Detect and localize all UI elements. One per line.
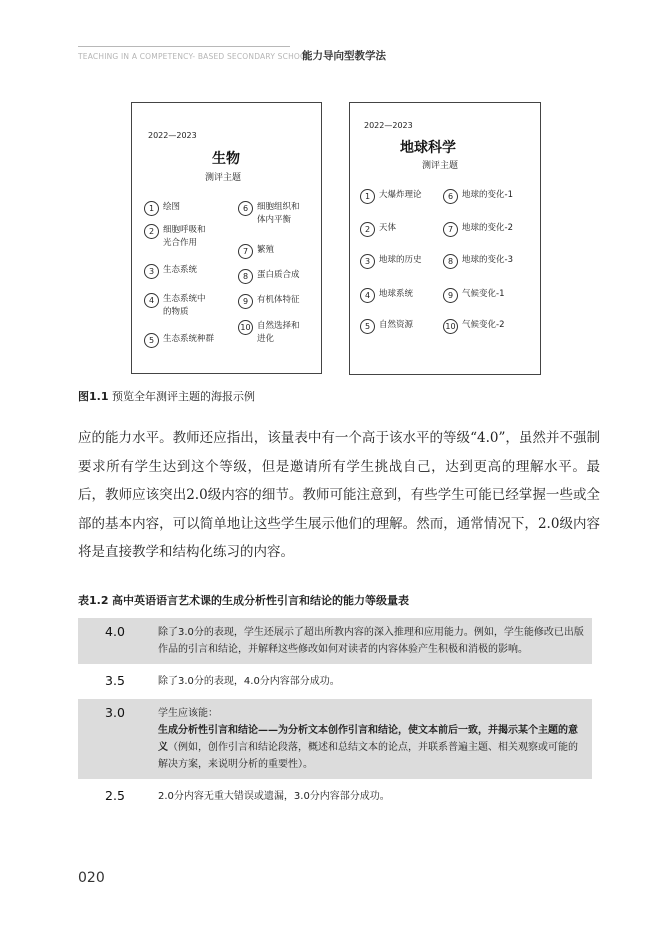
scale-intro: 学生应该能： bbox=[158, 708, 218, 719]
item-number: 10 bbox=[238, 320, 253, 335]
item-number: 7 bbox=[443, 222, 458, 237]
item-text: 细胞呼吸和 光合作用 bbox=[163, 225, 206, 248]
item-text: 绘图 bbox=[163, 202, 181, 212]
poster-item bbox=[360, 222, 396, 237]
item-number: 9 bbox=[238, 294, 253, 309]
running-header-chinese: 能力导向型教学法 bbox=[302, 50, 386, 62]
poster-title: 地球科学 bbox=[400, 140, 456, 156]
scale-description: 除了3.0分的表现，4.0分内容部分成功。 bbox=[158, 676, 340, 687]
item-text: 蛋白质合成 bbox=[257, 270, 300, 280]
item-number: 3 bbox=[144, 264, 159, 279]
item-number: 4 bbox=[144, 293, 159, 308]
poster-item bbox=[144, 201, 180, 216]
item-text: 生态系统 bbox=[163, 265, 198, 275]
item-number: 8 bbox=[238, 269, 253, 284]
poster-earth-science bbox=[349, 102, 541, 375]
figure-caption-text: 预览全年测评主题的海报示例 bbox=[112, 390, 255, 403]
item-number: 10 bbox=[443, 319, 458, 334]
poster-item bbox=[238, 201, 300, 227]
poster-item bbox=[238, 244, 274, 259]
poster-item bbox=[443, 222, 513, 237]
item-text: 地球的变化-1 bbox=[462, 190, 513, 200]
poster-subtitle: 测评主题 bbox=[205, 173, 242, 183]
poster-item bbox=[144, 224, 206, 250]
running-header-english: TEACHING IN A COMPETENCY- BASED SECONDARY SCHOOL bbox=[78, 52, 311, 61]
scale-row-4-0 bbox=[78, 618, 592, 664]
item-number: 2 bbox=[144, 224, 159, 239]
poster-item bbox=[144, 293, 206, 319]
figure-caption bbox=[78, 388, 255, 404]
poster-title: 生物 bbox=[212, 151, 240, 167]
item-text: 细胞组织和 体内平衡 bbox=[257, 202, 300, 225]
body-paragraph: 应的能力水平。教师还应指出，该量表中有一个高于该水平的等级“4.0”，虽然并不强制要求所有学生达到这个等级，但是邀请所有学生挑战自己，达到更高的理解水平。最后，教师应该突出2.0级内容的细节。教师可能注意到，有些学生可能已经掌握一些或全部的基本内容，可以简单地让这些学生展示他们的理解。然而，通常情况下，2.0级内容将是直接教学和结构化练习的内容。 bbox=[78, 430, 600, 560]
item-number: 7 bbox=[238, 244, 253, 259]
item-text: 地球系统 bbox=[379, 289, 414, 299]
poster-biology bbox=[131, 102, 322, 374]
poster-item bbox=[144, 264, 197, 279]
item-number: 5 bbox=[360, 319, 375, 334]
item-number: 6 bbox=[238, 201, 253, 216]
item-text: 自然选择和 进化 bbox=[257, 321, 300, 344]
item-text: 生态系统种群 bbox=[163, 334, 215, 344]
item-number: 5 bbox=[144, 333, 159, 348]
item-text: 气候变化-1 bbox=[462, 289, 505, 299]
scale-level: 3.0 bbox=[105, 705, 125, 720]
header-rule bbox=[78, 46, 290, 47]
scale-row-2-5 bbox=[78, 782, 592, 811]
poster-subtitle: 测评主题 bbox=[422, 161, 459, 171]
figure-label: 图1.1 bbox=[78, 390, 109, 403]
page-number: 020 bbox=[78, 870, 105, 886]
item-text: 自然资源 bbox=[379, 320, 414, 330]
item-text: 地球的变化-2 bbox=[462, 223, 513, 233]
item-number: 8 bbox=[443, 254, 458, 269]
item-number: 1 bbox=[360, 189, 375, 204]
poster-item bbox=[360, 319, 413, 334]
scale-description: 2.0分内容无重大错误或遗漏，3.0分内容部分成功。 bbox=[158, 791, 390, 802]
scale-goal-bold: 生成分析性引言和结论——为分析文本创作引言和结论，使文本前后一致，并揭示某个主题的意义 bbox=[158, 725, 578, 753]
item-number: 4 bbox=[360, 288, 375, 303]
table-caption-text: 高中英语语言艺术课的生成分析性引言和结论的能力等级量表 bbox=[112, 594, 409, 607]
item-number: 6 bbox=[443, 189, 458, 204]
scale-description bbox=[158, 699, 592, 779]
item-text: 气候变化-2 bbox=[462, 320, 505, 330]
scale-level: 3.5 bbox=[105, 673, 125, 688]
poster-year: 2022—2023 bbox=[148, 131, 197, 140]
poster-item bbox=[360, 254, 422, 269]
poster-item bbox=[238, 320, 300, 346]
scale-level: 4.0 bbox=[105, 624, 125, 639]
poster-item bbox=[360, 189, 422, 204]
poster-item bbox=[238, 294, 300, 309]
poster-item bbox=[443, 254, 513, 269]
poster-item bbox=[443, 319, 504, 334]
item-text: 地球的变化-3 bbox=[462, 255, 513, 265]
table-caption bbox=[78, 592, 409, 608]
item-text: 天体 bbox=[379, 223, 397, 233]
proficiency-scale-table bbox=[78, 618, 592, 811]
item-text: 地球的历史 bbox=[379, 255, 422, 265]
item-number: 1 bbox=[144, 201, 159, 216]
item-text: 大爆炸理论 bbox=[379, 190, 422, 200]
item-number: 3 bbox=[360, 254, 375, 269]
poster-item bbox=[360, 288, 413, 303]
poster-item bbox=[443, 288, 504, 303]
item-number: 9 bbox=[443, 288, 458, 303]
table-label: 表1.2 bbox=[78, 594, 109, 607]
poster-item bbox=[238, 269, 300, 284]
poster-item bbox=[144, 333, 214, 348]
item-number: 2 bbox=[360, 222, 375, 237]
poster-item bbox=[443, 189, 513, 204]
scale-row-3-0 bbox=[78, 699, 592, 779]
item-text: 有机体特征 bbox=[257, 295, 300, 305]
scale-level: 2.5 bbox=[105, 788, 125, 803]
scale-row-3-5 bbox=[78, 667, 592, 696]
scale-goal-rest: （例如，创作引言和结论段落，概述和总结文本的论点，并联系普遍主题、相关观察或可能的解决方案，来说明分析的重要性）。 bbox=[158, 742, 578, 770]
item-text: 繁殖 bbox=[257, 245, 275, 255]
scale-description: 除了3.0分的表现，学生还展示了超出所教内容的深入推理和应用能力。例如，学生能修改已出版作品的引言和结论，并解释这些修改如何对读者的内容体验产生积极和消极的影响。 bbox=[158, 627, 584, 655]
item-text: 生态系统中 的物质 bbox=[163, 294, 206, 317]
poster-year: 2022—2023 bbox=[364, 121, 413, 130]
